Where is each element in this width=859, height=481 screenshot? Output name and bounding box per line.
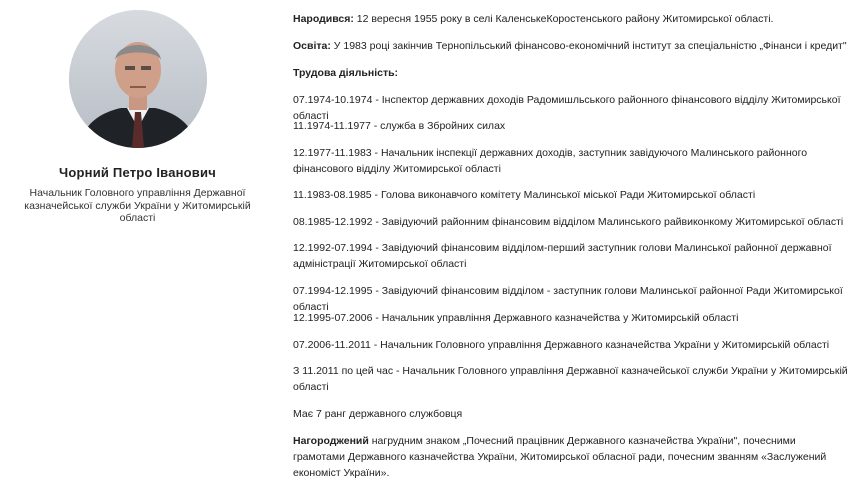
person-portrait-icon	[69, 10, 207, 148]
profile-photo	[69, 10, 207, 148]
work-item: 07.1974-10.1974 - Інспектор державних доходів Радомишльського районного фінансового відділу Житомирської області	[293, 94, 841, 122]
work-item: 12.1977-11.1983 - Начальник інспекції державних доходів, заступник завідуючого Малинського районного фінансового відділу Житомирської області	[293, 147, 808, 175]
work-item: 08.1985-12.1992 - Завідуючий районним фінансовим відділом Малинського райвиконкому Житомирської області	[293, 216, 844, 228]
work-item: 07.2006-11.2011 - Начальник Головного управління Державного казначейства України у Житомирській області	[293, 339, 830, 351]
work-item: 12.1992-07.1994 - Завідуючий фінансовим відділом-перший заступник голови Малинської районної державної адміністрації Житомирської області	[293, 242, 832, 270]
profile-name: Чорний Петро Іванович	[59, 165, 216, 180]
awards-line	[293, 433, 849, 481]
work-item: 12.1995-07.2006 - Начальник управління Державного казначейства у Житомирській області	[293, 312, 739, 324]
rank-line: Має 7 ранг державного службовця	[293, 408, 463, 420]
awards-label: Нагороджений	[293, 435, 369, 447]
education-label: Освіта:	[293, 40, 331, 52]
work-item: 11.1983-08.1985 - Голова виконавчого комітету Малинської міської Ради Житомирської області	[293, 189, 756, 201]
work-heading: Трудова діяльність:	[293, 67, 399, 79]
work-item: 11.1974-11.1977 - служба в Збройних силах	[293, 120, 506, 132]
born-text: 12 вересня 1955 року в селі КаленськеКоростенського району Житомирської області.	[353, 13, 774, 25]
profile-position: Начальник Головного управління Державної казначейської служби України у Житомирській області	[24, 187, 251, 224]
born-label: Народився:	[293, 13, 354, 25]
awards-text: нагрудним знаком „Почесний працівник Державного казначейства України", почесними грамотами Державного казначейства України, Житомирської обласної ради, почесним званням «Заслужений економіст України».	[293, 435, 827, 479]
education-line	[293, 38, 849, 54]
education-text: У 1983 році закінчив Тернопільський фінансово-економічний інститут за спеціальністю „Фінанси і кредит"	[330, 40, 847, 52]
born-line	[293, 11, 849, 27]
work-item: З 11.2011 по цей час - Начальник Головного управління Державної казначейської служби України у Житомирській області	[293, 365, 848, 393]
work-item: 07.1994-12.1995 - Завідуючий фінансовим відділом - заступник голови Малинської районної Ради Житомирської області	[293, 285, 843, 313]
